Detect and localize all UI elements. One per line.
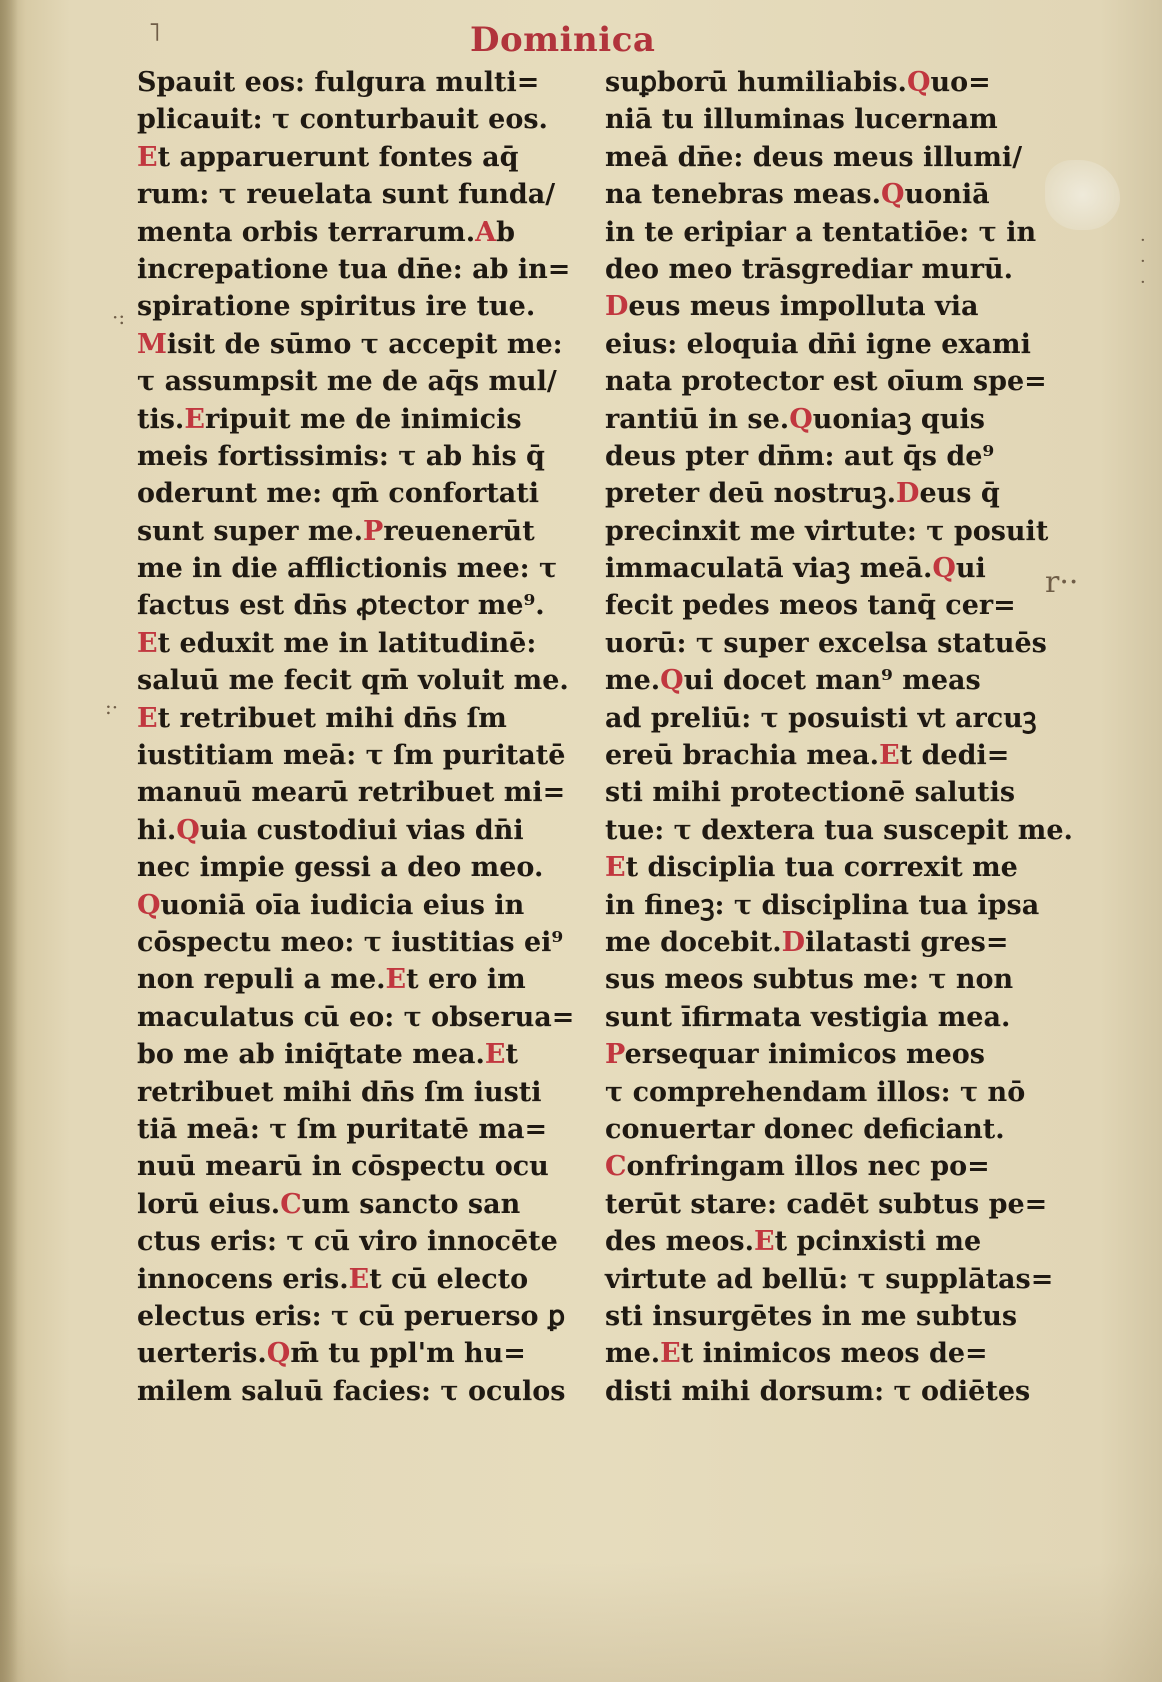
text-line [605,401,1035,438]
text-line [137,363,577,400]
text-line [605,1298,1035,1335]
line-text: me. [605,665,661,697]
rubricated-initial: Q [932,553,956,585]
rubricated-initial: Q [266,1338,291,1370]
rubricated-initial: C [280,1188,302,1220]
line-text: niā tu illuminas lucernam [605,104,998,136]
line-text: t dedi= [899,740,1010,772]
line-text: tiā meā: τ ſm puritatē ma= [137,1113,548,1145]
text-line [605,326,1035,363]
text-line [137,812,577,849]
line-text: na tenebras meas. [605,179,882,211]
rubricated-initial: D [896,478,920,510]
rubricated-initial: Q [137,889,161,921]
text-line [137,326,577,363]
line-text: isit de sūmo τ accepit me: [166,328,563,360]
line-text: innocens eris. [137,1263,349,1295]
rubricated-initial: M [137,328,167,360]
line-text: in te eripiar a tentatiōe: τ in [605,216,1037,248]
rubricated-initial: D [605,291,629,323]
rubricated-initial: E [348,1263,370,1295]
line-text: precinxit me virtute: τ posuit [605,515,1049,547]
line-text: uoniaꝫ quis [812,403,985,435]
margin-mark-right: r·· [1045,565,1079,600]
line-text: m̄ tu ppl'm hu= [290,1338,526,1370]
line-text: retribuet mihi dn̄s ſm iusti [137,1076,542,1108]
line-text: sti insurgētes in me subtus [605,1300,1018,1332]
text-line [137,176,577,213]
text-line [137,550,577,587]
text-line [605,475,1035,512]
line-text: sus meos subtus me: τ non [605,964,1014,996]
text-line [137,513,577,550]
rubricated-initial: E [184,403,205,435]
line-text: uia custodiui vias dn̄i [199,814,524,846]
right-text-column [605,64,1073,1410]
text-line [605,1148,1035,1185]
text-line [605,924,1035,961]
rubricated-initial: Q [176,814,200,846]
text-line [605,774,1035,811]
text-line [137,214,577,251]
line-text: sunt super me. [137,515,363,547]
text-line [137,1186,577,1223]
text-line [137,1261,577,1298]
rubricated-initial: P [605,1039,625,1071]
text-line [605,1223,1035,1260]
line-text: bo me ab iniq̄tate mea. [137,1039,485,1071]
text-line [137,139,577,176]
rubricated-initial: A [475,216,497,248]
text-line [605,139,1035,176]
text-line [605,1373,1035,1410]
text-line [137,251,577,288]
text-line [605,513,1049,550]
margin-dots-left-1: ·: [112,305,126,329]
text-line [137,1074,577,1111]
line-text: suꝑborū humiliabis. [605,67,907,98]
text-line [605,700,1035,737]
text-line [137,849,577,886]
text-line [605,251,1035,288]
rubricated-initial: Q [660,665,684,697]
line-text: reuenerūt [383,515,535,547]
line-text: sunt īfirmata vestigia mea. [605,1001,1011,1033]
text-line [605,999,1035,1036]
rubricated-initial: E [754,1226,775,1258]
text-line [137,999,577,1036]
line-text: τ assumpsit me de aq̄s mul/ [137,366,557,398]
rubricated-initial: D [781,926,806,958]
text-line [605,176,1035,213]
line-text: disti mihi dorsum: τ odiētes [605,1375,1031,1407]
text-line [137,587,577,624]
line-text: sti mihi protectionē salutis [605,777,1016,809]
text-line [137,1335,577,1372]
line-text: preter deū nostruꝫ. [605,478,897,510]
line-text: meā dn̄e: deus meus illumi/ [605,141,1023,173]
left-text-column [137,64,577,1410]
line-text: rantiū in se. [605,403,790,435]
rubricated-initial: E [137,141,158,173]
line-text: iustitiam meā: τ ſm puritatē [137,740,566,772]
line-text: ilatasti gres= [805,926,1009,958]
line-text: nec impie gessi a deo meo. [137,852,544,884]
text-line [137,737,577,774]
line-text: manuū mearū retribuet mi= [137,777,566,809]
text-line [605,1186,1048,1223]
rubricated-initial: E [137,702,158,734]
line-text: uoniā oīa iudicia eius in [160,889,525,921]
line-text: eus meus impolluta via [628,291,979,323]
line-text: fecit pedes meos tanq̄ cer= [605,590,1016,622]
line-text: uoniā [904,179,990,211]
line-text: eius: eloquia dn̄i igne exami [605,328,1031,360]
rubricated-initial: E [137,627,158,659]
text-line [137,887,577,924]
text-line [137,438,577,475]
text-line [605,812,1073,849]
text-line [605,363,1047,400]
line-text: t eduxit me in latitudinē: [157,627,537,659]
text-line [605,1261,1054,1298]
rubricated-initial: Q [881,179,905,211]
line-text: onfringam illos nec po= [626,1151,990,1183]
line-text: t inimicos meos de= [680,1338,988,1370]
line-text: t pcinxisti me [774,1226,982,1258]
line-text: maculatus cū eo: τ obserua= [137,1001,575,1033]
line-text: ctus eris: τ cū viro innocēte [137,1226,558,1258]
line-text: cōspectu meo: τ iustitias ei⁹ [137,926,564,958]
line-text: t ero im [406,964,526,996]
line-text: nuū mearū in cōspectu ocu [137,1151,549,1183]
margin-dots-left-2: :· [105,695,119,719]
line-text: ripuit me de inimicis [204,403,522,435]
line-text: ui [955,553,986,585]
line-text: uerteris. [137,1338,267,1370]
line-text: deus pter dn̄m: aut q̄s de⁹ [605,440,995,472]
rubricated-initial: Q [789,403,813,435]
line-text: meis fortissimis: τ ab his q̄ [137,440,545,472]
line-text: saluū me fecit qm̄ voluit me. [137,665,569,697]
line-text: in fineꝫ: τ disciplina tua ipsa [605,889,1040,921]
paper-stain [1045,160,1120,230]
text-line [137,1223,577,1260]
line-text: tue: τ dextera tua suscepit me. [605,814,1073,846]
line-text: des meos. [605,1226,755,1258]
text-line [605,887,1040,924]
line-text: lorū eius. [137,1188,281,1220]
text-line [137,101,577,138]
rubricated-initial: C [605,1151,627,1183]
text-line [137,288,577,325]
line-text: tis. [137,403,185,435]
line-text: ui docet man⁹ meas [683,665,981,697]
line-text: me in die afflictionis mee: τ [137,553,558,585]
line-text: menta orbis terrarum. [137,216,476,248]
text-line [137,961,577,998]
line-text: t retribuet mihi dn̄s ſm [157,702,507,734]
line-text: plicauit: τ conturbauit eos. [137,104,548,136]
rubricated-initial: E [484,1039,506,1071]
text-line [137,1373,577,1410]
text-line [605,737,1035,774]
text-line [605,961,1035,998]
line-text: electus eris: τ cū peruerso ꝑ [137,1300,566,1332]
line-text: ersequar inimicos meos [624,1039,985,1071]
running-head: Dominica [470,20,656,60]
text-line [605,214,1035,251]
line-text: eus q̄ [919,478,1000,510]
text-line [137,1111,577,1148]
line-text: milem saluū facies: τ oculos [137,1375,566,1407]
text-line [137,924,577,961]
margin-dots-right: · · · [1140,230,1146,293]
line-text: immaculatā viaꝫ meā. [605,553,933,585]
line-text: deo meo trāsgrediar murū. [605,253,1014,285]
text-line [137,401,577,438]
line-text: hi. [137,814,177,846]
text-line [605,849,1035,886]
text-line [605,1036,1035,1073]
line-text: rum: τ reuelata sunt funda/ [137,179,556,211]
line-text: terūt stare: cadēt subtus pe= [605,1188,1048,1220]
line-text: um sancto san [301,1188,521,1220]
margin-mark-top-left: ˥ [148,18,161,48]
text-line [605,550,1035,587]
text-line [137,1298,577,1335]
text-line [137,774,577,811]
line-text: oderunt me: qm̄ confortati [137,478,540,510]
line-text: uo= [930,67,991,98]
line-text: spiratione spiritus ire tue. [137,291,536,323]
text-line [137,662,577,699]
text-line [605,101,1035,138]
line-text: uorū: τ super excelsa statuēs [605,627,1047,659]
text-line [137,64,577,101]
text-line [605,1074,1035,1111]
line-text: non repuli a me. [137,964,386,996]
text-line [605,1335,1035,1372]
rubricated-initial: P [363,515,384,547]
line-text: nata protector est oīum spe= [605,366,1047,398]
line-text: t [505,1039,518,1071]
line-text: b [496,216,515,248]
line-text: factus est dn̄s ꝓtector me⁹. [137,590,545,622]
text-line [137,1036,577,1073]
line-text: me docebit. [605,926,782,958]
text-line [605,1111,1035,1148]
text-line [137,475,577,512]
text-line [137,625,577,662]
text-line [137,700,577,737]
rubricated-initial: Q [906,67,931,98]
rubricated-initial: E [605,852,626,884]
line-text: ad preliū: τ posuisti vt arcuꝫ [605,702,1037,734]
line-text: virtute ad bellū: τ supplātas= [605,1263,1054,1295]
line-text: τ comprehendam illos: τ nō [605,1076,1026,1108]
line-text: t apparuerunt fontes aq̄ [157,141,519,173]
line-text: increpatione tua dn̄e: ab in= [137,253,571,285]
line-text: Spauit eos: fulgura multi= [137,67,540,98]
text-line [605,64,1035,101]
text-line [137,1148,577,1185]
line-text: conuertar donec deficiant. [605,1113,1005,1145]
rubricated-initial: E [660,1338,681,1370]
text-line [605,587,1035,624]
text-line [605,662,1035,699]
text-line [605,288,1035,325]
text-line [605,438,1035,475]
line-text: ereū brachia mea. [605,740,880,772]
text-line [605,625,1047,662]
rubricated-initial: E [385,964,407,996]
line-text: t cū electo [369,1263,529,1295]
line-text: t disciplia tua correxit me [625,852,1018,884]
line-text: me. [605,1338,661,1370]
rubricated-initial: E [879,740,900,772]
